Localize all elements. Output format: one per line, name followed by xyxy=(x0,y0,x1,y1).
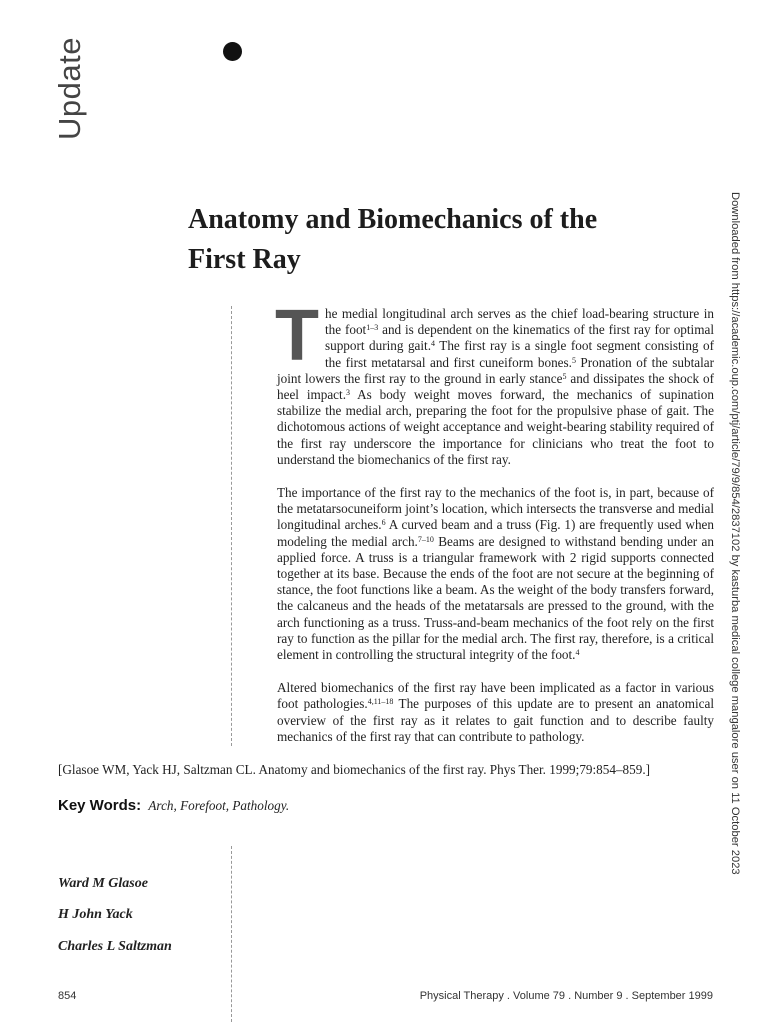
reference-superscript: 7–10 xyxy=(417,534,434,544)
reference-superscript: 4 xyxy=(431,339,436,349)
reference-superscript: 6 xyxy=(381,518,386,528)
bullet-dot-icon xyxy=(223,42,242,61)
section-label xyxy=(50,37,90,142)
article-body xyxy=(275,296,715,762)
keywords-list: Arch, Forefoot, Pathology. xyxy=(148,798,290,813)
reference-superscript: 4 xyxy=(575,648,580,658)
paragraph-1: The medial longitudinal arch serves as the chief load-bearing structure in the foot$^{1-3}$ and is dependent on the kinematics of the first ray for optimal support during gait.$^4$ The first ray is a single foot segment consisting of the first metatarsal and first cuneiform bones.$^5$ Pronation of the subtalar joint lowers the first ray to the ground in early stance$^5$ and dissipates the shock of heel impact.$^3$ As body weight moves forward, the mechanics of supination stabilize the medial arch, preparing the foot for the propulsive phase of gait. The dichotomous actions of weight acceptance and weight-bearing stability required of the first ray underscore the importance for clinicians who treat the foot to understand the biomechanics of the first ray. xyxy=(275,296,714,467)
keywords-label: Key Words: xyxy=(58,797,142,814)
author-name: Ward M Glasoe xyxy=(58,876,148,891)
reference-superscript: 5 xyxy=(562,371,567,381)
author-name: Charles L Saltzman xyxy=(58,939,172,954)
download-note-text: Downloaded from https://academic.oup.com/ptj/article/79/9/854/2837102 by kasturba medical college mangalore user on 11 October 2023 xyxy=(729,192,741,875)
title-line-2: First Ray xyxy=(188,244,301,275)
paragraph-3: Altered biomechanics of the first ray have been implicated as a factor in various foot pathologies.$^{4,11-18}$ The purposes of this update are to present an anatomical overview of the first ray as it relates to gait function and to describe faulty mechanics of the first ray that can contribute to pathology. xyxy=(277,680,715,744)
margin-rule-bottom xyxy=(231,846,232,1022)
reference-superscript: 4,11–18 xyxy=(367,697,394,707)
download-note xyxy=(729,192,749,875)
journal-footer: Physical Therapy . Volume 79 . Number 9 . September 1999 xyxy=(419,990,713,1002)
paragraph-2: The importance of the first ray to the mechanics of the foot is, in part, because of the metatarsocuneiform joint’s location, which intersects the transverse and medial longitudinal arches.$^6$ A curved beam and a truss (Fig. 1) are frequently used when modeling the medial arch.$^{7-10}$ Beams are designed to withstand bending under an applied force. A truss is a triangular framework with 2 rigid supports connected together at its base. Because the ends of the foot are not secure at the beginning of stance, the foot functions like a beam. As the weight of the body transfers forward, the calcaneus and the heads of the metatarsals are pressed to the ground, with the arch functioning as a truss. Truss-and-beam mechanics of the foot rely on the first ray to function as the pillar for the medial arch. The first ray, therefore, is a critical element in controlling the structural integrity of the foot.$^4$ xyxy=(277,485,714,663)
reference-superscript: 5 xyxy=(571,355,576,365)
author-name: H John Yack xyxy=(58,907,133,922)
reference-superscript: 1–3 xyxy=(366,323,379,333)
section-label-text: Update xyxy=(52,37,87,140)
reference-superscript: 3 xyxy=(346,388,350,398)
citation: [Glasoe WM, Yack HJ, Saltzman CL. Anatomy and biomechanics of the first ray. Phys Ther. 1999;79:854–859.] xyxy=(58,762,651,777)
margin-rule-top xyxy=(231,306,232,746)
keywords xyxy=(58,797,289,814)
page-number: 854 xyxy=(58,990,77,1002)
drop-cap: T xyxy=(275,296,319,376)
article-title xyxy=(188,200,708,280)
title-line-1: Anatomy and Biomechanics of the xyxy=(188,204,598,235)
